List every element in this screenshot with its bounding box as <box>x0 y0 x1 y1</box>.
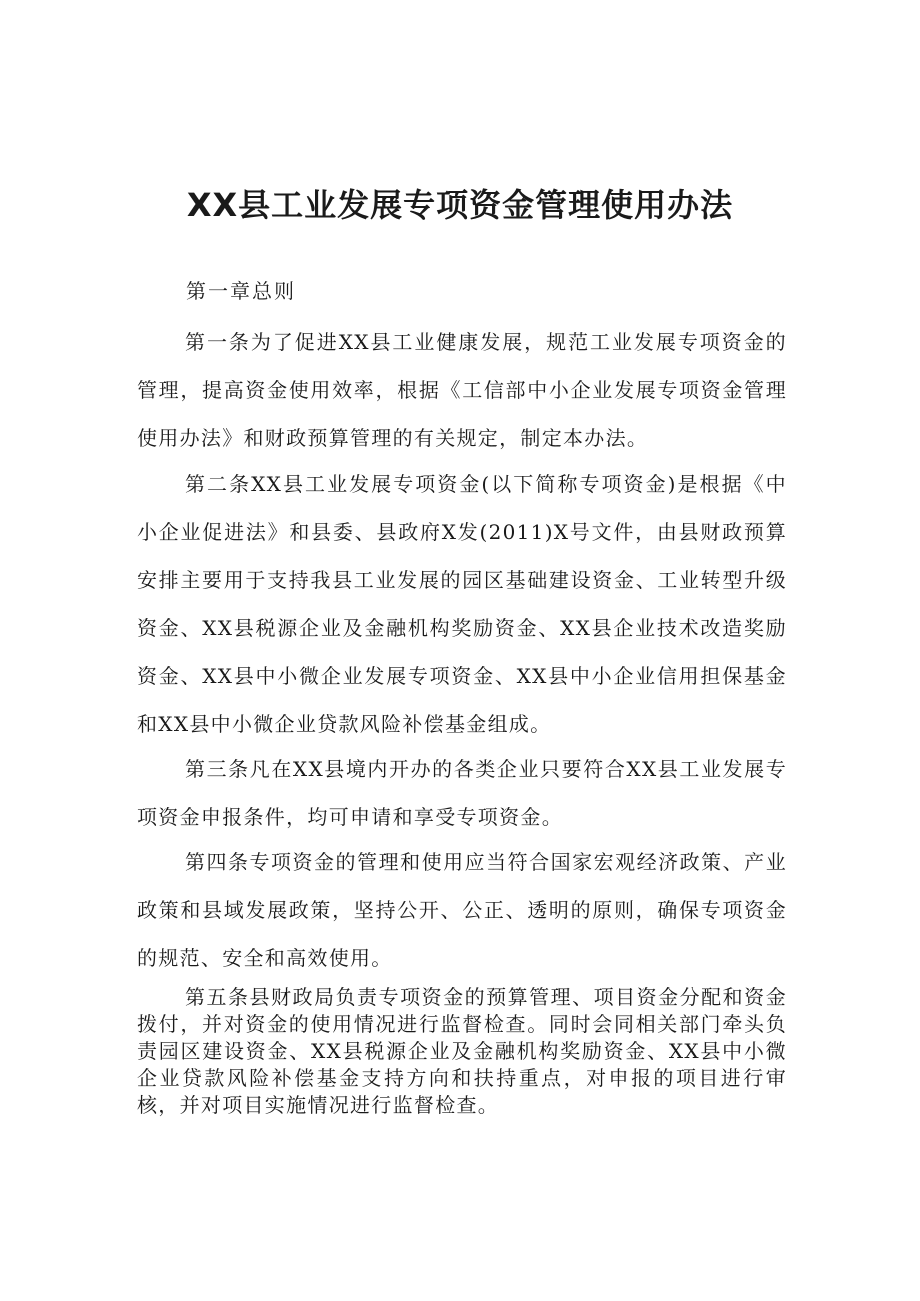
article-4-paragraph: 第四条专项资金的管理和使用应当符合国家宏观经济政策、产业政策和县域发展政策，坚持公开、公正、透明的原则，确保专项资金的规范、安全和高效使用。 <box>137 850 787 970</box>
article-2-paragraph: 第二条XX县工业发展专项资金(以下简称专项资金)是根据《中小企业促进法》和县委、县政府X发(2011)X号文件，由县财政预算安排主要用于支持我县工业发展的园区基础建设资金、工业转型升级资金、XX县税源企业及金融机构奖励资金、XX县企业技术改造奖励资金、XX县中小微企业发展专项资金、XX县中小企业信用担保基金和XX县中小微企业贷款风险补偿基金组成。 <box>137 472 787 736</box>
document-title: XX县工业发展专项资金管理使用办法 <box>186 186 734 224</box>
article-1-paragraph: 第一条为了促进XX县工业健康发展，规范工业发展专项资金的管理，提高资金使用效率，根据《工信部中小企业发展专项资金管理使用办法》和财政预算管理的有关规定，制定本办法。 <box>137 330 787 450</box>
article-3-paragraph: 第三条凡在XX县境内开办的各类企业只要符合XX县工业发展专项资金申报条件，均可申请和享受专项资金。 <box>137 757 787 829</box>
article-5-paragraph: 第五条县财政局负责专项资金的预算管理、项目资金分配和资金拨付，并对资金的使用情况进行监督检查。同时会同相关部门牵头负责园区建设资金、XX县税源企业及金融机构奖励资金、XX县中小微企业贷款风险补偿基金支持方向和扶持重点，对申报的项目进行审核，并对项目实施情况进行监督检查。 <box>137 985 787 1117</box>
chapter-heading: 第一章总则 <box>186 279 296 303</box>
